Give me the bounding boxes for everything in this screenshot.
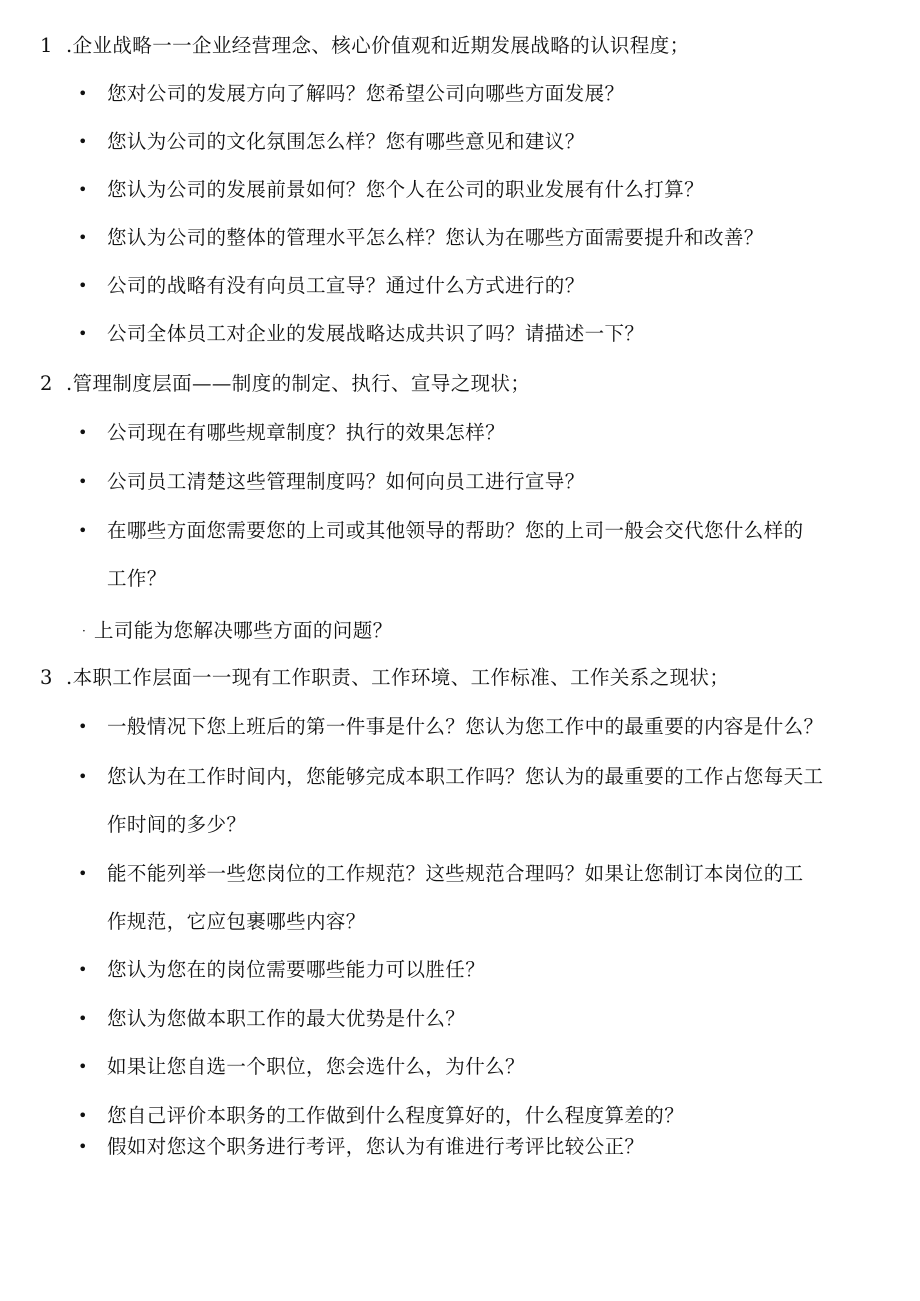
section-1-heading <box>40 34 690 58</box>
bullet-icon: • <box>78 1106 88 1125</box>
list-item: 能不能列举一些您岗位的工作规范？这些规范合理吗？如果让您制订本岗位的工 <box>107 862 804 885</box>
section-number: 3 <box>40 666 53 689</box>
list-item-continuation: 工作？ <box>107 567 167 590</box>
bullet-icon: • <box>78 84 88 103</box>
bullet-icon: • <box>78 132 88 151</box>
section-number: 2 <box>40 372 53 395</box>
bullet-icon: • <box>78 521 88 540</box>
list-item-continuation: 作规范，它应包裹哪些内容？ <box>107 910 366 933</box>
list-item: 您自己评价本职务的工作做到什么程度算好的，什么程度算差的？ <box>107 1104 685 1127</box>
bullet-icon: • <box>78 276 88 295</box>
section-heading-text: .企业战略一一企业经营理念、核心价值观和近期发展战略的认识程度； <box>66 34 690 57</box>
list-item: 您认为您在的岗位需要哪些能力可以胜任？ <box>107 958 486 981</box>
list-item: 您认为公司的文化氛围怎么样？您有哪些意见和建议？ <box>107 130 585 153</box>
section-3-heading <box>40 666 729 690</box>
section-heading-text: .本职工作层面一一现有工作职责、工作环境、工作标准、工作关系之现状； <box>66 666 730 689</box>
bullet-icon: • <box>78 1009 88 1028</box>
list-item: 您认为公司的整体的管理水平怎么样？您认为在哪些方面需要提升和改善？ <box>107 226 764 249</box>
bullet-icon: • <box>78 180 88 199</box>
bullet-icon: • <box>78 767 88 786</box>
list-item: 一般情况下您上班后的第一件事是什么？您认为您工作中的最重要的内容是什么？ <box>107 715 824 738</box>
list-item: 您对公司的发展方向了解吗？您希望公司向哪些方面发展？ <box>107 82 625 105</box>
bullet-icon: • <box>78 228 88 247</box>
section-heading-text: .管理制度层面——制度的制定、执行、宣导之现状； <box>66 372 531 395</box>
bullet-icon: • <box>78 864 88 883</box>
list-item: 在哪些方面您需要您的上司或其他领导的帮助？您的上司一般会交代您什么样的 <box>107 519 804 542</box>
list-item: 公司现在有哪些规章制度？执行的效果怎样？ <box>107 421 506 444</box>
list-item: 您认为公司的发展前景如何？您个人在公司的职业发展有什么打算？ <box>107 178 705 201</box>
bullet-icon: • <box>78 324 88 343</box>
list-item: 如果让您自选一个职位，您会选什么，为什么？ <box>107 1055 525 1078</box>
bullet-icon: • <box>78 1057 88 1076</box>
section-number: 1 <box>40 34 53 57</box>
list-item: 上司能为您解决哪些方面的问题？ <box>94 619 393 642</box>
list-item: 假如对您这个职务进行考评，您认为有谁进行考评比较公正？ <box>107 1135 645 1158</box>
bullet-icon: • <box>78 717 88 736</box>
list-item: 您认为在工作时间内，您能够完成本职工作吗？您认为的最重要的工作占您每天工 <box>107 765 824 788</box>
list-item: 您认为您做本职工作的最大优势是什么？ <box>107 1007 466 1030</box>
bullet-icon: • <box>78 960 88 979</box>
list-item-continuation: 作时间的多少？ <box>107 813 247 836</box>
list-item: 公司全体员工对企业的发展战略达成共识了吗？请描述一下？ <box>107 322 645 345</box>
section-2-heading <box>40 372 530 396</box>
list-item: 公司的战略有没有向员工宣导？通过什么方式进行的？ <box>107 274 585 297</box>
bullet-icon: • <box>78 472 88 491</box>
small-bullet-icon: · <box>82 624 86 638</box>
bullet-icon: • <box>78 1137 88 1156</box>
list-item: 公司员工清楚这些管理制度吗？如何向员工进行宣导？ <box>107 470 585 493</box>
bullet-icon: • <box>78 423 88 442</box>
